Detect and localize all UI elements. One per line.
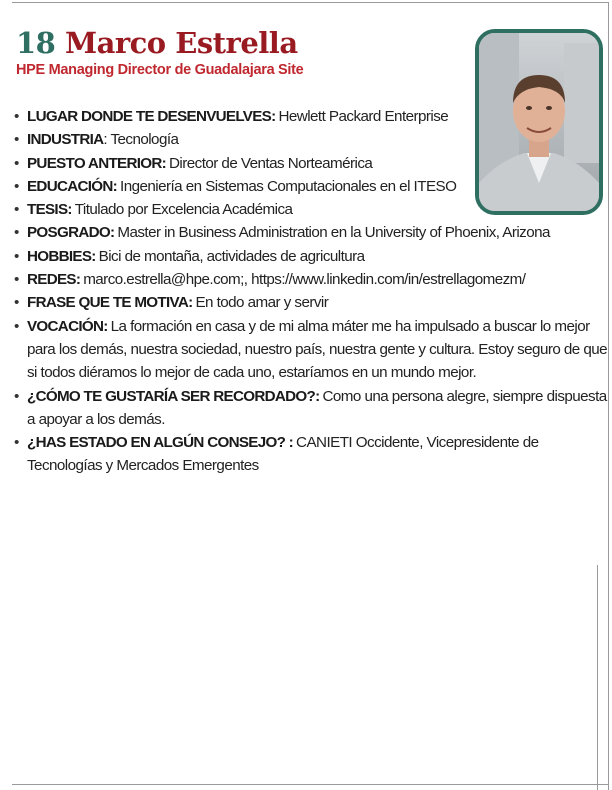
person-role: HPE Managing Director de Guadalajara Site	[16, 62, 304, 78]
fact-previous-position: • PUESTO ANTERIOR: Director de Ventas Norteamérica	[14, 152, 487, 175]
fact-thesis: • TESIS: Titulado por Excelencia Académica	[14, 198, 487, 221]
fact-workplace: • LUGAR DONDE TE DESENVUELVES: Hewlett Packard Enterprise	[14, 105, 487, 128]
profile-title	[16, 25, 303, 61]
fact-hobbies: • HOBBIES: Bici de montaña, actividades de agricultura	[14, 245, 609, 268]
profile-header	[16, 25, 303, 79]
fact-council: • ¿HAS ESTADO EN ALGÚN CONSEJO? : CANIETI Occidente, Vicepresidente de Tecnologías y Mercados Emergentes	[14, 431, 609, 478]
bottom-divider	[12, 784, 608, 785]
fact-motto: • FRASE QUE TE MOTIVA: En todo amar y servir	[14, 291, 609, 314]
fact-remembered-as: • ¿CÓMO TE GUSTARÍA SER RECORDADO?: Como una persona alegre, siempre dispuesta a apoyar a los demás.	[14, 385, 609, 432]
profile-facts	[14, 105, 608, 478]
fact-education: • EDUCACIÓN: Ingeniería en Sistemas Computacionales en el ITESO	[14, 175, 487, 198]
person-name: Marco Estrella	[64, 26, 298, 60]
ranking-number: 18	[16, 26, 56, 60]
fact-vocation: • VOCACIÓN: La formación en casa y de mi alma máter me ha impulsado a buscar lo mejor para los demás, nuestra sociedad, nuestro país, nuestra gente y cultura. Estoy seguro de que si todos diéramos lo mejor de cada uno, estaríamos en un mundo mejor.	[14, 315, 609, 385]
fact-industry: • INDUSTRIA: Tecnología	[14, 128, 487, 151]
column-divider	[597, 565, 598, 790]
top-divider	[12, 2, 608, 3]
fact-postgraduate: • POSGRADO: Master in Business Administration en la University of Phoenix, Arizona	[14, 221, 609, 244]
fact-social-networks: • REDES: marco.estrella@hpe.com;, https://www.linkedin.com/in/estrellagomezm/	[14, 268, 609, 291]
